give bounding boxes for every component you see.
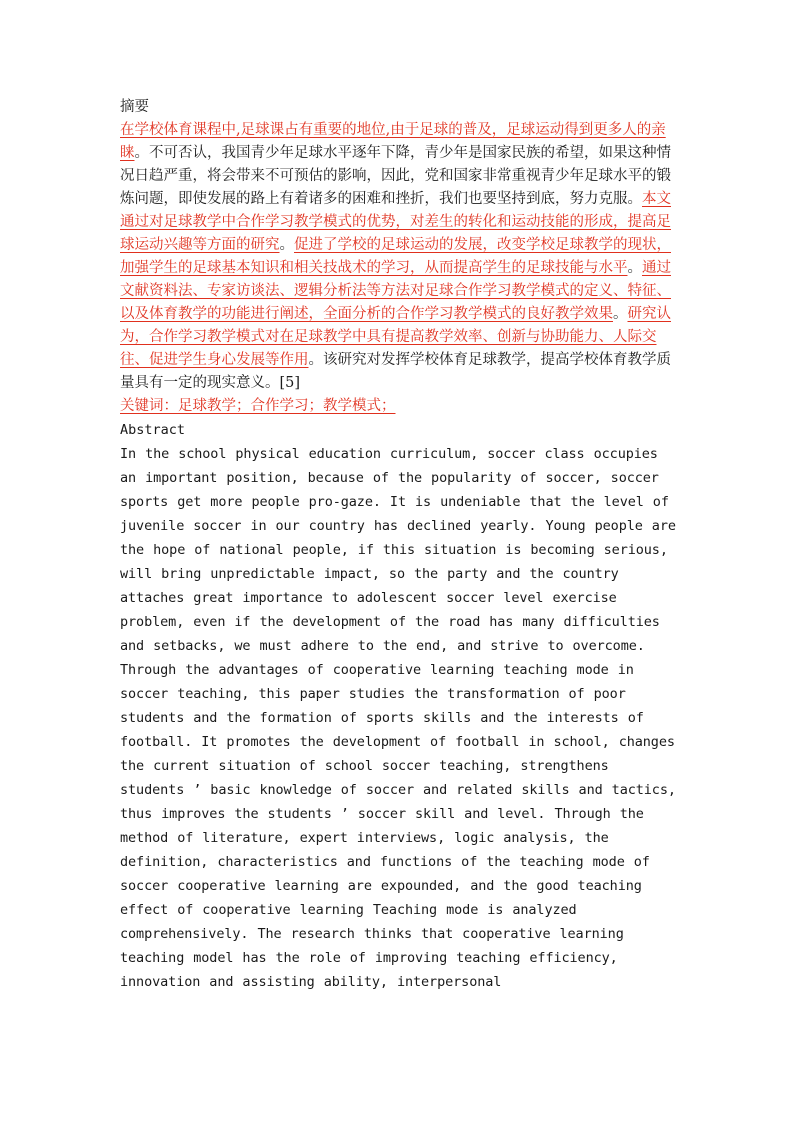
document-page (120, 96, 680, 994)
highlighted-sentence: 在学校体育课程中,足球课占有重要的地位,由于足球的普及，足球运动得到更多人的亲睐 (120, 122, 666, 161)
body-text: 。 (627, 260, 642, 276)
highlighted-sentence: 研究认为，合作学习教学模式对在足球教学中具有提高教学效率、创新与协助能力、人际交往、促进学生身心发展等作用 (120, 306, 671, 368)
abstract-en-heading: Abstract (120, 422, 186, 438)
highlighted-sentence: 促进了学校的足球运动的发展，改变学校足球教学的现状，加强学生的足球基本知识和相关技战术的学习，从而提高学生的足球技能与水平 (120, 237, 671, 276)
body-text: 。该研究对发挥学校体育足球教学，提高学校体育教学质量具有一定的现实意义。[5] (120, 352, 671, 391)
highlighted-sentence: 本文通过对足球教学中合作学习教学模式的优势，对差生的转化和运动技能的形成，提高足球运动兴趣等方面的研究 (120, 191, 671, 253)
abstract-en-body: In the school physical education curriculum, soccer class occupies an important position, because of the popularity of soccer, soccer sports get more people pro-gaze. It is undeniable that the level of juvenile soccer in our country has declined yearly. Young people are the hope of national people, if this situation is becoming serious, will bring unpredictable impact, so the party and the country attaches great importance to adolescent soccer level exercise problem, even if the development of the road has many difficulties and setbacks, we must adhere to the end, and strive to overcome. Through the advantages of cooperative learning teaching mode in soccer teaching, this paper studies the transformation of poor students and the formation of sports skills and the interests of football. It promotes the development of football in school, changes the current situation of school soccer teaching, strengthens students ’ basic knowledge of soccer and related skills and tactics, thus improves the students ’ soccer skill and level. Through the method of literature, expert interviews, logic analysis, the definition, characteristics and functions of the teaching mode of soccer cooperative learning are expounded, and the good teaching effect of cooperative learning Teaching mode is analyzed comprehensively. The research thinks that cooperative learning teaching model has the role of improving teaching efficiency, innovation and assisting ability, interpersonal (120, 446, 676, 990)
body-text: 。 (613, 306, 628, 322)
body-text: 。 (279, 237, 294, 253)
body-text: 。不可否认，我国青少年足球水平逐年下降，青少年是国家民族的希望，如果这种情况日趋严重，将会带来不可预估的影响，因此，党和国家非常重视青少年足球水平的锻炼问题，即使发展的路上有着诸多的困难和挫折，我们也要坚持到底，努力克服。 (120, 145, 671, 207)
abstract-zh-body (120, 119, 680, 395)
abstract-zh-heading: 摘要 (120, 99, 149, 115)
highlighted-sentence: 通过文献资料法、专家访谈法、逻辑分析法等方法对足球合作学习教学模式的定义、特征、以及体育教学的功能进行阐述，全面分析的合作学习教学模式的良好教学效果 (120, 260, 671, 322)
keywords-line: 关键词：足球教学；合作学习；教学模式； (120, 398, 396, 414)
